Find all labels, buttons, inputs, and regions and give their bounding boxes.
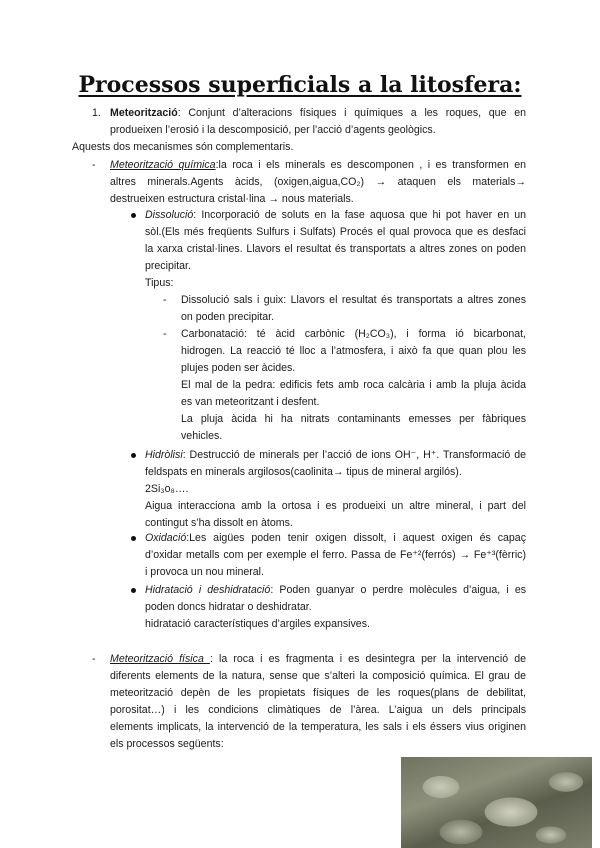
- text-span: :Les aigües poden tenir oxigen dissolt, i aquest oxigen és capaç: [186, 532, 526, 544]
- paragraph-line: meteorització depèn de les propietats físiques de les roques(plans de debilitat,: [110, 687, 526, 699]
- paragraph-line: [145, 207, 526, 225]
- bullet-icon: [131, 453, 136, 458]
- paragraph-line: es van meteoritzant i desfent.: [181, 396, 320, 408]
- paragraph-line: [145, 530, 526, 548]
- paragraph-line: [110, 157, 526, 175]
- list-number: 1.: [92, 107, 101, 119]
- paragraph-line: plujes poden ser àcides.: [181, 362, 296, 374]
- text-span: : Destrucció de minerals per l’acció de ions OH⁻, H⁺. Transformació de: [182, 449, 526, 461]
- bullet-icon: [131, 588, 136, 593]
- paragraph-line: altres minerals.Agents àcids, (oxigen,aigua,CO₂) → ataquen els materials→: [110, 176, 526, 188]
- paragraph-line: contingut s’ha dissolt en àtoms.: [145, 517, 293, 529]
- dash-marker: -: [92, 653, 96, 665]
- text-span: : la roca i es fragmenta i es desintegra per la intervenció de: [209, 653, 526, 665]
- paragraph-line: hidratació característiques d’argiles expansives.: [145, 618, 370, 630]
- dash-marker: -: [163, 294, 167, 306]
- dash-marker: -: [163, 328, 167, 340]
- term-dissolucio: Dissolució: [145, 209, 194, 221]
- paragraph-line: Dissolució sals i guix: Llavors el resultat és transportats a altres zones: [181, 294, 526, 306]
- paragraph-line: Aigua interacciona amb la ortosa i es produeixi un altre mineral, i part del: [145, 500, 526, 512]
- text-span: : Conjunt d’alteracions físiques i químiques a les roques, que en: [177, 107, 526, 119]
- paragraph-line: precipitar.: [145, 260, 191, 272]
- formula-line: 2Si₃o₈….: [145, 483, 189, 495]
- paragraph-line: destrueixen estructura cristal·lina → nous materials.: [110, 193, 354, 205]
- paragraph-line: [110, 105, 526, 123]
- bullet-icon: [131, 536, 136, 541]
- paragraph-line: porositat…) i les condicions climàtiques de l’àrea. L’aigua un dels principals: [110, 704, 526, 716]
- paragraph-line: La pluja àcida hi ha nitrats contaminants emesses per fàbriques: [181, 413, 526, 425]
- paragraph-line: produeixen l’erosió i la descomposició, per l’acció d’agents geològics.: [110, 124, 436, 136]
- text-span: :la roca i els minerals es descomponen , i es transformen en: [215, 159, 526, 171]
- paragraph-line: El mal de la pedra: edificis fets amb roca calcària i amb la pluja àcida: [181, 379, 526, 391]
- term-meteoritzacio: Meteorització: [110, 107, 178, 119]
- paragraph-line: vehicles.: [181, 430, 223, 442]
- paragraph-line: poden doncs hidratar o deshidratar.: [145, 601, 312, 613]
- paragraph-line: diferents elements de la natura, sense que s’alteri la composició química. El grau de: [110, 670, 526, 682]
- tipus-label: Tipus:: [145, 277, 174, 289]
- paragraph-line: i provoca un nou mineral.: [145, 566, 264, 578]
- paragraph-line: [145, 447, 526, 465]
- bullet-icon: [131, 213, 136, 218]
- term-meteoritzacio-quimica: Meteorització química: [110, 159, 216, 171]
- paragraph-line: feldspats en minerals argilosos(caolinita→ tipus de mineral argilós).: [145, 466, 462, 478]
- paragraph-line: d’oxidar metalls com per exemple el ferro. Passa de Fe⁺²(ferrós) → Fe⁺³(fèrric): [145, 549, 526, 561]
- dash-marker: -: [92, 159, 96, 171]
- paragraph-line: sòl.(Els més freqüents Sulfurs i Sulfats) Procés el qual provoca que es desfaci: [145, 226, 526, 238]
- paragraph-line: elements implicats, la intervenció de la temperatura, les sals i els éssers vius originen: [110, 721, 526, 733]
- paragraph-line: els processos següents:: [110, 738, 224, 750]
- term-oxidacio: Oxidació: [145, 532, 187, 544]
- rock-photo: [401, 757, 592, 848]
- paragraph-line: [145, 582, 526, 600]
- intro-text: Aquests dos mecanismes són complementaris.: [72, 141, 294, 153]
- term-hidrolisi: Hidròlisi: [145, 449, 183, 461]
- text-span: : Incorporació de soluts en la fase aquosa que hi pot haver en un: [193, 209, 526, 221]
- paragraph-line: hidrogen. La reacció té lloc a l’atmosfera, i això fa que quan plou les: [181, 345, 526, 357]
- paragraph-line: [110, 651, 526, 669]
- term-meteoritzacio-fisica: Meteorització física: [110, 653, 210, 665]
- paragraph-line: Carbonatació: té àcid carbònic (H₂CO₃), i forma ió bicarbonat,: [181, 328, 526, 340]
- text-span: : Poden guanyar o perdre molècules d’aigua, i es: [270, 584, 527, 596]
- paragraph-line: la xarxa cristal·lines. Llavors el resultat és transportats a altres zones on poden: [145, 243, 526, 255]
- paragraph-line: on poden precipitar.: [181, 311, 275, 323]
- page-title: Processos superficials a la litosfera:: [78, 72, 522, 98]
- term-hidratacio: Hidratació i deshidratació: [145, 584, 271, 596]
